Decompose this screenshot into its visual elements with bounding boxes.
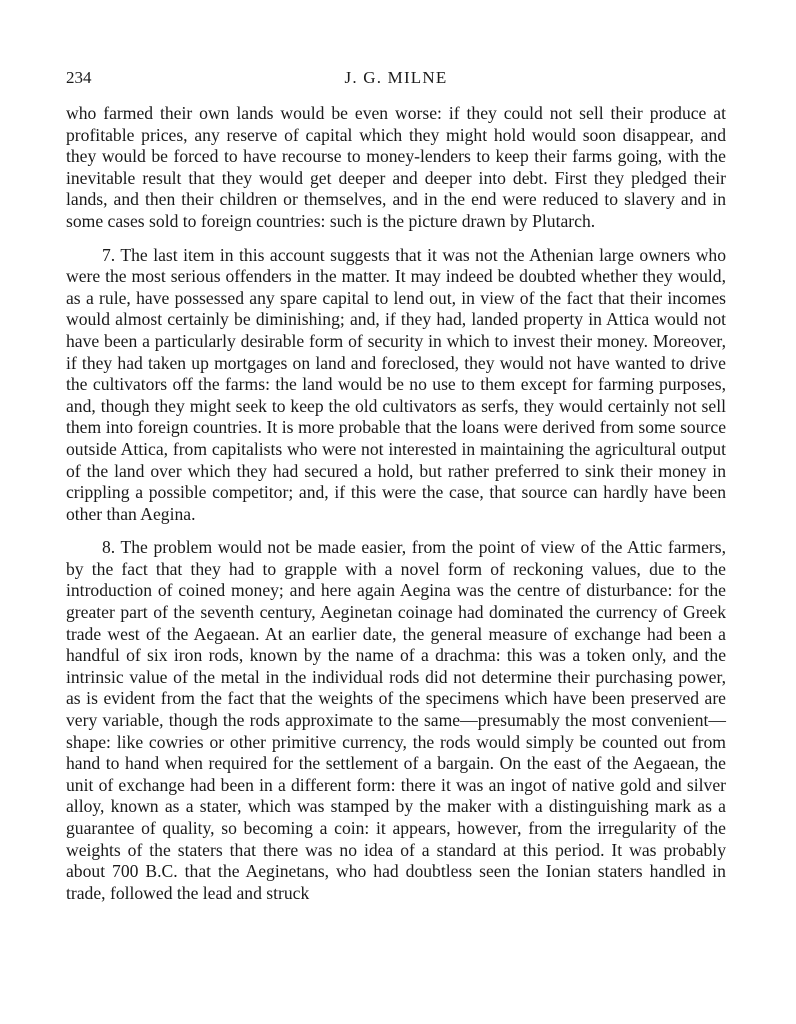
body-text xyxy=(66,103,726,904)
era-abbreviation: B.C. xyxy=(145,861,178,882)
paragraph-8 xyxy=(66,537,726,904)
paragraph-text: The problem would not be made easier, from the point of view of the Attic farmers, by the fact that they had to grapple with a novel form of reckoning values, due to the introduction of coined money; and here again Aegina was the centre of disturbance: for the greater part of the seventh century, Aeginetan coinage had dominated the currency of Greek trade west of the Aegaean. At an earlier date, the general measure of exchange had been a handful of six iron rods, known by the name of a drachma: this was a token only, and the intrinsic value of the metal in the individual rods did not determine their purchasing power, as is evident from the fact that the weights of the specimens which have been preserved are very variable, though the rods approximate to the same—presumably the most convenient—shape: like cowries or other primitive currency, the rods would simply be counted out from hand to hand when required for the settlement of a bargain. On the east of the Aegaean, the unit of exchange had been in a different form: there it was an ingot of native gold and silver alloy, known as a stater, which was stamped by the maker with a distinguishing mark as a guarantee of quality, so becoming a coin: it appears, however, from the irregularity of the weights of the staters that there was no idea of a standard at this period. It was probably about 700 xyxy=(66,537,726,882)
page-header xyxy=(66,66,726,90)
paragraph-text-end: that the Aeginetans, who had doubtless seen the Ionian staters handled in trade, followed the lead and struck xyxy=(66,861,726,903)
paragraph-text: who farmed their own lands would be even worse: if they could not sell their produce at profitable prices, any reserve of capital which they might hold would soon disappear, and they would be forced to have recourse to money-lenders to keep their farms going, with the inevitable result that they would get deeper and deeper into debt. First they pledged their lands, and then their children or themselves, and in the end were reduced to slavery and in some cases sold to foreign countries: such is the picture drawn by Plutarch. xyxy=(66,103,726,231)
paragraph-number: 8. xyxy=(102,537,116,558)
page-number: 234 xyxy=(66,68,92,87)
paragraph-text: The last item in this account suggests that it was not the Athenian large owners who were the most serious offenders in the matter. It may indeed be doubted whether they would, as a rule, have possessed any spare capital to lend out, in view of the fact that their incomes would almost certainly be diminishing; and, if they had, landed property in Attica would not have been a particularly desirable form of security in which to invest their money. Moreover, if they had taken up mortgages on land and foreclosed, they would not have wanted to drive the cultivators off the farms: the land would be no use to them except for farming purposes, and, though they might seek to keep the old cultivators as serfs, they would certainly not sell them into foreign countries. It is more probable that the loans were derived from some source outside Attica, from capitalists who were not interested in maintaining the agricultural output of the land over which they had secured a hold, but rather preferred to sink their money in crippling a possible competitor; and, if this were the case, that source can hardly have been other than Aegina. xyxy=(66,244,726,524)
paragraph-number: 7. xyxy=(102,244,116,265)
running-head-author: J. G. MILNE xyxy=(344,68,448,87)
paragraph-continued xyxy=(66,103,726,233)
paragraph-7 xyxy=(66,245,726,526)
book-page xyxy=(66,66,726,916)
